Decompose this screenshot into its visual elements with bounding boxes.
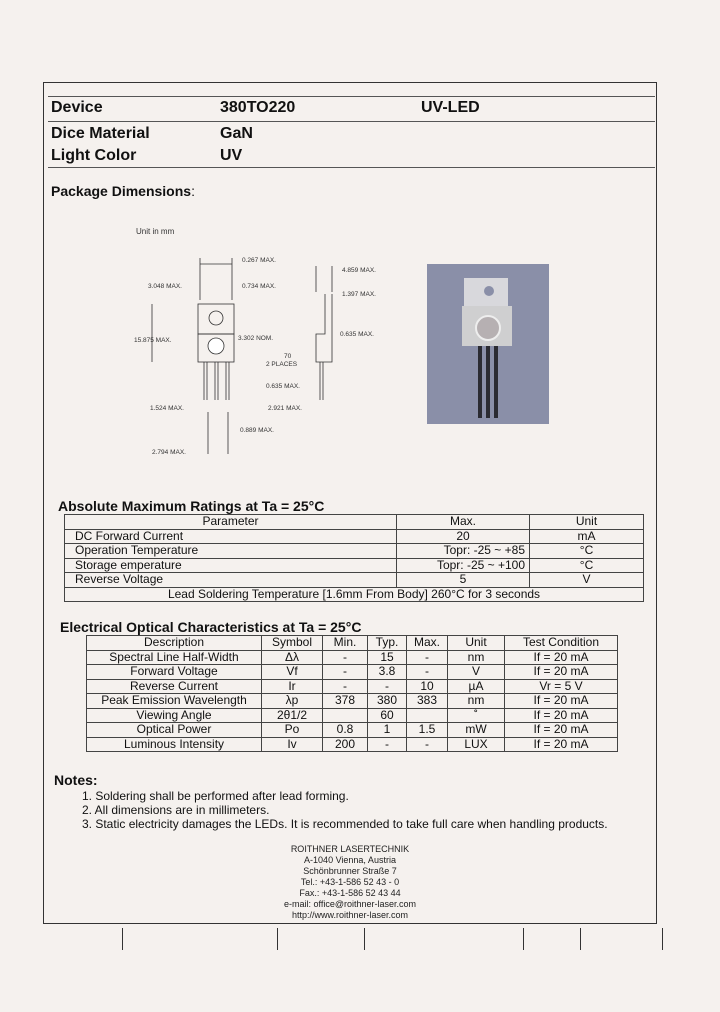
footer-divider bbox=[277, 928, 278, 950]
table-header: Unit bbox=[530, 515, 644, 530]
table-row bbox=[65, 558, 644, 573]
table-cell: mA bbox=[530, 529, 644, 544]
address-city: A-1040 Vienna, Austria bbox=[304, 855, 396, 865]
table-row bbox=[87, 737, 618, 752]
package-dimension-drawing bbox=[120, 222, 400, 462]
eo-title: Electrical Optical Characteristics at Ta = 25°C bbox=[60, 619, 362, 635]
dim-label: 0.635 MAX. bbox=[266, 383, 300, 390]
table-cell: Ir bbox=[262, 679, 323, 694]
table-cell: mW bbox=[448, 723, 505, 738]
product-photo bbox=[427, 264, 549, 424]
table-cell bbox=[407, 708, 448, 723]
table-cell: nm bbox=[448, 694, 505, 709]
table-cell: - bbox=[323, 650, 368, 665]
table-cell: Operation Temperature bbox=[65, 544, 397, 559]
table-cell: - bbox=[323, 665, 368, 680]
table-row bbox=[87, 723, 618, 738]
table-header: Test Condition bbox=[505, 636, 618, 651]
table-row bbox=[65, 587, 644, 602]
table-cell: Storage emperature bbox=[65, 558, 397, 573]
table-cell: Forward Voltage bbox=[87, 665, 262, 680]
table-header: Unit bbox=[448, 636, 505, 651]
table-header: Max. bbox=[407, 636, 448, 651]
dim-label: 0.635 MAX. bbox=[340, 331, 374, 338]
table-cell: 383 bbox=[407, 694, 448, 709]
table-cell: 5 bbox=[397, 573, 530, 588]
address-email: e-mail: office@roithner-laser.com bbox=[283, 899, 417, 909]
table-cell: - bbox=[407, 665, 448, 680]
dim-label: 2.794 MAX. bbox=[152, 449, 186, 456]
table-header: Min. bbox=[323, 636, 368, 651]
header-rule-top bbox=[48, 96, 655, 97]
table-header: Description bbox=[87, 636, 262, 651]
address-street: Schönbrunner Straße 7 bbox=[303, 866, 397, 876]
company-name: ROITHNER LASERTECHNIK bbox=[290, 844, 410, 854]
table-cell: Topr: -25 ~ +85 bbox=[397, 544, 530, 559]
table-cell: 1.5 bbox=[407, 723, 448, 738]
to220-led-image bbox=[427, 264, 549, 424]
footer-divider bbox=[122, 928, 123, 950]
table-row bbox=[65, 515, 644, 530]
table-cell: - bbox=[368, 679, 407, 694]
unit-note: Unit in mm bbox=[136, 227, 175, 236]
package-title: Package Dimensions: bbox=[51, 183, 195, 199]
table-cell: Po bbox=[262, 723, 323, 738]
table-cell: 10 bbox=[407, 679, 448, 694]
solder-note: Lead Soldering Temperature [1.6mm From Body] 260°C for 3 seconds bbox=[65, 587, 644, 602]
table-cell: 3.8 bbox=[368, 665, 407, 680]
notes-title: Notes: bbox=[54, 772, 98, 788]
table-cell: °C bbox=[530, 558, 644, 573]
table-row bbox=[65, 544, 644, 559]
table-row bbox=[87, 636, 618, 651]
table-cell: V bbox=[448, 665, 505, 680]
table-cell: Peak Emission Wavelength bbox=[87, 694, 262, 709]
table-cell: If = 20 mA bbox=[505, 665, 618, 680]
table-cell: 380 bbox=[368, 694, 407, 709]
table-cell: - bbox=[368, 737, 407, 752]
table-row bbox=[65, 529, 644, 544]
table-cell bbox=[323, 708, 368, 723]
table-cell: Viewing Angle bbox=[87, 708, 262, 723]
note-item: 1. Soldering shall be performed after lead forming. bbox=[82, 789, 349, 803]
table-header: Typ. bbox=[368, 636, 407, 651]
footer-divider bbox=[580, 928, 581, 950]
header-rule-bottom bbox=[48, 167, 655, 168]
table-cell: Optical Power bbox=[87, 723, 262, 738]
table-cell: Spectral Line Half-Width bbox=[87, 650, 262, 665]
note-item: 3. Static electricity damages the LEDs. It is recommended to take full care when handling products. bbox=[82, 817, 608, 831]
address-web: http://www.roithner-laser.com bbox=[291, 910, 409, 920]
table-cell: 1 bbox=[368, 723, 407, 738]
table-cell: Iv bbox=[262, 737, 323, 752]
dice-material-label: Dice Material bbox=[51, 125, 150, 142]
dim-label: 3.048 MAX. bbox=[148, 283, 182, 290]
table-cell: - bbox=[407, 650, 448, 665]
table-cell: Vf bbox=[262, 665, 323, 680]
table-cell: ˚ bbox=[448, 708, 505, 723]
table-cell: 15 bbox=[368, 650, 407, 665]
table-cell: If = 20 mA bbox=[505, 650, 618, 665]
device-value: 380TO220 bbox=[220, 99, 296, 116]
table-cell: 60 bbox=[368, 708, 407, 723]
table-cell: Luminous Intensity bbox=[87, 737, 262, 752]
dim-label: 4.859 MAX. bbox=[342, 267, 376, 274]
table-row bbox=[87, 650, 618, 665]
table-cell: nm bbox=[448, 650, 505, 665]
table-row bbox=[87, 679, 618, 694]
table-cell: DC Forward Current bbox=[65, 529, 397, 544]
table-cell: 2θ1/2 bbox=[262, 708, 323, 723]
dim-label: 1.524 MAX. bbox=[150, 405, 184, 412]
light-color-value: UV bbox=[220, 147, 243, 164]
table-row bbox=[87, 708, 618, 723]
table-cell: If = 20 mA bbox=[505, 737, 618, 752]
dim-label: 15.875 MAX. bbox=[134, 337, 172, 344]
dim-label: 70 bbox=[284, 353, 292, 360]
device-type: UV-LED bbox=[421, 99, 480, 116]
table-cell: - bbox=[407, 737, 448, 752]
footer-divider bbox=[523, 928, 524, 950]
address-tel: Tel.: +43-1-586 52 43 - 0 bbox=[300, 877, 400, 887]
table-cell: LUX bbox=[448, 737, 505, 752]
header-rule-mid bbox=[48, 121, 655, 122]
dim-label: 0.734 MAX. bbox=[242, 283, 276, 290]
table-cell: 20 bbox=[397, 529, 530, 544]
table-cell: 378 bbox=[323, 694, 368, 709]
footer-divider bbox=[364, 928, 365, 950]
eo-table bbox=[86, 635, 618, 752]
footer-divider bbox=[662, 928, 663, 950]
table-cell: - bbox=[323, 679, 368, 694]
table-row bbox=[87, 665, 618, 680]
dim-label: 1.397 MAX. bbox=[342, 291, 376, 298]
dim-label: 3.302 NOM. bbox=[238, 335, 274, 342]
dice-material-value: GaN bbox=[220, 125, 253, 142]
abs-max-title: Absolute Maximum Ratings at Ta = 25°C bbox=[58, 498, 325, 514]
table-cell: λp bbox=[262, 694, 323, 709]
table-cell: °C bbox=[530, 544, 644, 559]
light-color-label: Light Color bbox=[51, 147, 137, 164]
table-header: Max. bbox=[397, 515, 530, 530]
abs-max-table bbox=[64, 514, 644, 602]
table-cell: Topr: -25 ~ +100 bbox=[397, 558, 530, 573]
table-cell: If = 20 mA bbox=[505, 694, 618, 709]
table-row bbox=[65, 573, 644, 588]
table-cell: µA bbox=[448, 679, 505, 694]
table-cell: V bbox=[530, 573, 644, 588]
table-header: Parameter bbox=[65, 515, 397, 530]
table-cell: Vr = 5 V bbox=[505, 679, 618, 694]
note-item: 2. All dimensions are in millimeters. bbox=[82, 803, 270, 817]
notes-list bbox=[82, 789, 608, 831]
table-cell: 200 bbox=[323, 737, 368, 752]
table-cell: Δλ bbox=[262, 650, 323, 665]
device-label: Device bbox=[51, 99, 103, 116]
dim-label: 2 PLACES bbox=[266, 361, 298, 368]
dim-label: 0.267 MAX. bbox=[242, 257, 276, 264]
table-cell: If = 20 mA bbox=[505, 723, 618, 738]
dim-label: 0.889 MAX. bbox=[240, 427, 274, 434]
address-fax: Fax.: +43-1-586 52 43 44 bbox=[299, 888, 401, 898]
table-cell: Reverse Voltage bbox=[65, 573, 397, 588]
company-address bbox=[250, 844, 450, 921]
table-row bbox=[87, 694, 618, 709]
table-cell: Reverse Current bbox=[87, 679, 262, 694]
table-cell: If = 20 mA bbox=[505, 708, 618, 723]
table-header: Symbol bbox=[262, 636, 323, 651]
dim-label: 2.921 MAX. bbox=[268, 405, 302, 412]
table-cell: 0.8 bbox=[323, 723, 368, 738]
